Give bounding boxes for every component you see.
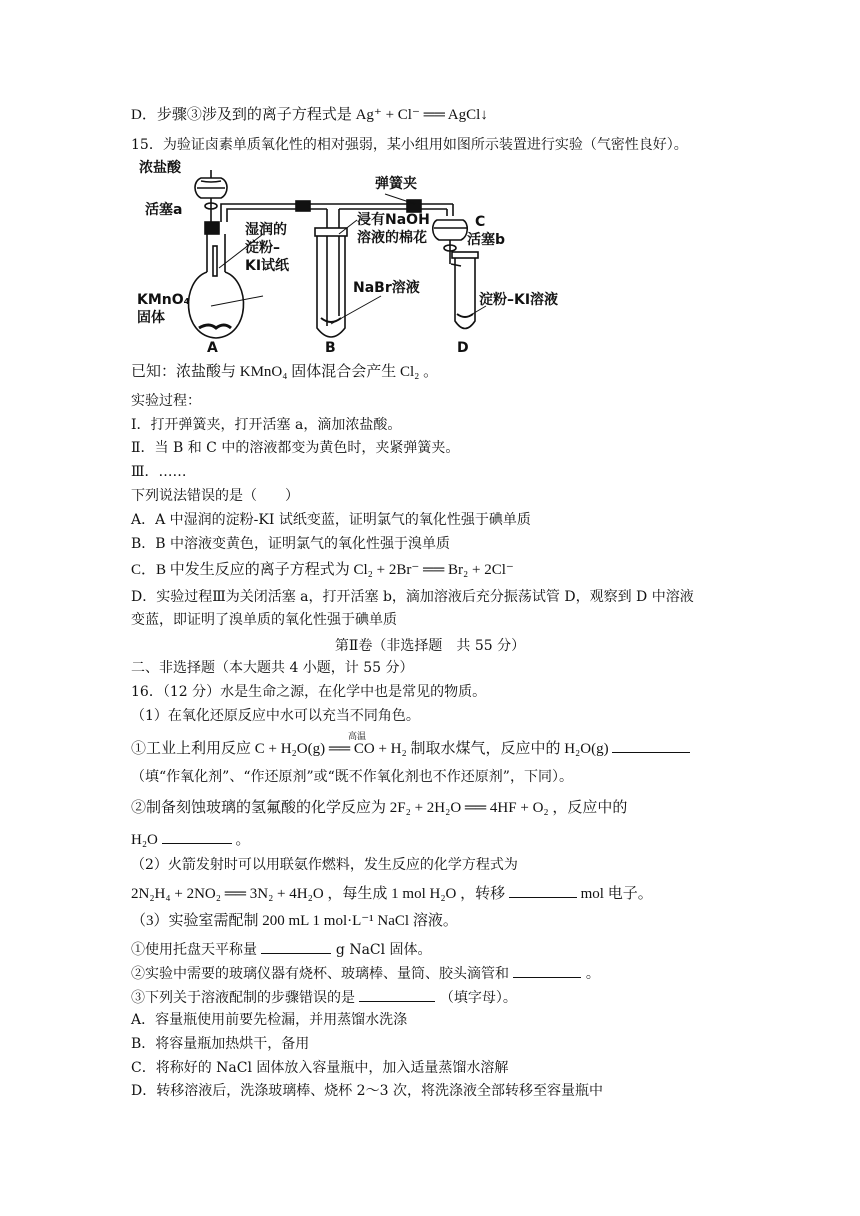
label-wet-paper-3: KI试纸 — [245, 258, 290, 274]
label-d: D — [457, 340, 469, 356]
question-16: 16．（12 分）水是生命之源，在化学中也是常见的物质。 — [131, 684, 487, 700]
q16-part3: （3）实验室需配制 200 mL 1 mol·L⁻¹ NaCl 溶液。 — [131, 913, 458, 929]
q16-3-3 — [131, 987, 517, 1007]
q16-part2-eq-end: mol 电子。 — [580, 886, 653, 902]
q16-3-2-end: 。 — [585, 966, 600, 982]
q16-3-2-text: ②实验中需要的玻璃仪器有烧杯、玻璃棒、量筒、胶头滴管和 — [131, 966, 509, 982]
label-naoh-2: 溶液的棉花 — [357, 230, 427, 246]
q16-3-option-d: D．转移溶液后，洗涤玻璃棒、烧杯 2～3 次，将洗涤液全部转移至容量瓶中 — [131, 1083, 603, 1099]
q16-3-3-text: ③下列关于溶液配制的步骤错误的是 — [131, 990, 355, 1006]
apparatus-figure — [131, 156, 601, 356]
condition-high-temp: 高温 — [348, 732, 367, 742]
label-wet-paper-1: 湿润的 — [245, 222, 287, 238]
answer-blank-4[interactable] — [261, 939, 331, 954]
label-b: B — [325, 340, 336, 356]
label-kmno4-2: 固体 — [137, 310, 165, 326]
q16-1-1-note: （填“作氧化剂”、“作还原剂”或“既不作氧化剂也不作还原剂”，下同）。 — [131, 769, 573, 785]
q16-3-1-end: g NaCl 固体。 — [335, 942, 432, 958]
label-c: C — [475, 214, 486, 230]
answer-blank-5[interactable] — [513, 963, 581, 978]
label-conc-hcl: 浓盐酸 — [139, 160, 181, 176]
q16-part2: （2）火箭发射时可以用联氨作燃料，发生反应的化学方程式为 — [131, 857, 518, 873]
q16-1-1 — [131, 738, 690, 758]
q16-3-1 — [131, 939, 432, 959]
q16-1-1-text: ①工业上利用反应 C + H₂O(g) ══ CO + H₂ 制取水煤气，反应中的 H₂O(g) — [131, 741, 609, 757]
q16-3-1-text: ①使用托盘天平称量 — [131, 942, 257, 958]
label-naoh-1: 浸有NaOH — [357, 212, 430, 228]
q16-part2-eq — [131, 883, 653, 903]
q16-1-2-end: 。 — [235, 832, 251, 848]
label-stopcock-b: 活塞b — [467, 232, 506, 248]
known-info: 已知：浓盐酸与 KMnO₄ 固体混合会产生 Cl₂ 。 — [131, 364, 439, 380]
q16-3-option-c: C．将称好的 NaCl 固体放入容量瓶中，加入适量蒸馏水溶解 — [131, 1060, 509, 1076]
q16-3-option-b: B．将容量瓶加热烘干，备用 — [131, 1036, 310, 1052]
question-15-stem: 15．为验证卤素单质氧化性的相对强弱，某小组用如图所示装置进行实验（气密性良好）。 — [131, 137, 688, 153]
answer-blank-3[interactable] — [509, 883, 577, 898]
option-d-cont: 变蓝，即证明了溴单质的氧化性强于碘单质 — [131, 612, 397, 628]
step-3: Ⅲ．…… — [131, 464, 187, 480]
label-a: A — [207, 340, 218, 356]
process-heading: 实验过程： — [131, 393, 201, 409]
q16-1-2-h2o: H₂O — [131, 832, 158, 848]
part-2-heading: 二、非选择题（本大题共 4 小题，计 55 分） — [131, 660, 414, 676]
q16-3-2 — [131, 963, 600, 983]
option-d: D．实验过程Ⅲ为关闭活塞 a，打开活塞 b，滴加溶液后充分振荡试管 D，观察到 D 中溶液 — [131, 589, 694, 605]
question-prompt: 下列说法错误的是（ ） — [131, 488, 299, 504]
answer-blank-1[interactable] — [612, 738, 690, 753]
section-title: 第Ⅱ卷（非选择题 共 55 分） — [334, 638, 526, 654]
option-d-prev: D．步骤③涉及到的离子方程式是 Ag⁺ + Cl⁻ ══ AgCl↓ — [131, 107, 488, 123]
q16-3-3-end: （填字母）。 — [439, 990, 517, 1006]
q16-part1: （1）在氧化还原反应中水可以充当不同角色。 — [131, 708, 420, 724]
answer-blank-2[interactable] — [162, 829, 232, 844]
answer-blank-6[interactable] — [359, 987, 435, 1002]
label-stopcock-a: 活塞a — [145, 202, 183, 218]
option-c: C．B 中发生反应的离子方程式为 Cl₂ + 2Br⁻ ══ Br₂ + 2Cl⁻ — [131, 562, 514, 578]
q16-3-option-a: A．容量瓶使用前要先检漏，并用蒸馏水洗涤 — [131, 1012, 408, 1028]
label-kmno4-1: KMnO₄ — [137, 292, 190, 308]
option-b: B．B 中溶液变黄色，证明氯气的氧化性强于溴单质 — [131, 536, 451, 552]
label-wet-paper-2: 淀粉– — [245, 240, 280, 256]
q16-1-2: ②制备刻蚀玻璃的氢氟酸的化学反应为 2F₂ + 2H₂O ══ 4HF + O₂ ，反应中的 — [131, 800, 628, 816]
step-2: Ⅱ．当 B 和 C 中的溶液都变为黄色时，夹紧弹簧夹。 — [131, 440, 460, 456]
label-nabr: NaBr溶液 — [353, 280, 420, 296]
step-1: Ⅰ．打开弹簧夹，打开活塞 a，滴加浓盐酸。 — [131, 417, 402, 433]
funnel-c — [433, 220, 468, 240]
option-a: A．A 中湿润的淀粉-KI 试纸变蓝，证明氯气的氧化性强于碘单质 — [131, 512, 531, 528]
label-starch-ki: 淀粉–KI溶液 — [479, 292, 559, 308]
label-spring-clip: 弹簧夹 — [375, 176, 417, 192]
q16-part2-eq-text: 2N₂H₄ + 2NO₂ ══ 3N₂ + 4H₂O ，每生成 1 mol H₂O ，转移 — [131, 886, 506, 902]
q16-1-2-cont — [131, 829, 250, 849]
